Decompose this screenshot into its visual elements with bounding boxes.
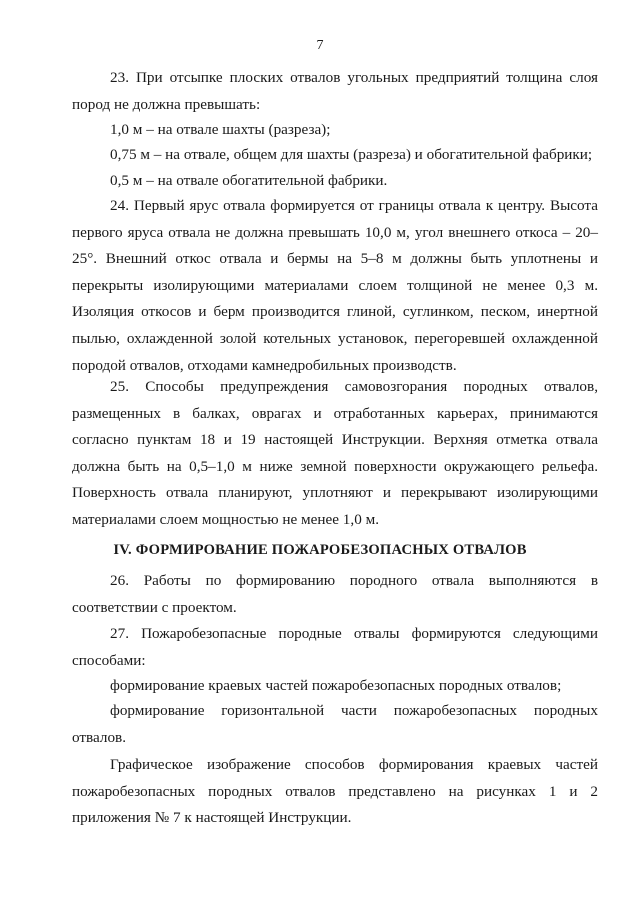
list-item: 0,75 м – на отвале, общем для шахты (разреза) и обогатительной фабрики; — [110, 146, 593, 163]
paragraph-24: 24. Первый ярус отвала формируется от границы отвала к центру. Высота первого яруса отвала не должна превышать 10,0 м, угол внешнего откоса – 20–25°. Внешний откос отвала и бермы на 5–8 м должны быть уплотнены и перекрыты изолирующими материалами слоем толщиной не менее 0,3 м. Изоляция откосов и берм производится глиной, суглинком, песком, инертной пылью, охлажденной золой котельных установок, перегоревшей охлажденной породой отвалов, отходами камнедробильных производств. — [72, 197, 598, 374]
paragraph-27: 27. Пожаробезопасные породные отвалы формируются следующими способами: — [72, 625, 598, 669]
list-item: 1,0 м – на отвале шахты (разреза); — [110, 121, 331, 138]
list-item: формирование горизонтальной части пожаробезопасных породных отвалов. — [72, 702, 598, 746]
list-item: 0,5 м – на отвале обогатительной фабрики. — [110, 172, 388, 189]
page-number: 7 — [316, 38, 324, 53]
list-item: формирование краевых частей пожаробезопасных породных отвалов; — [110, 677, 562, 694]
section-heading: IV. ФОРМИРОВАНИЕ ПОЖАРОБЕЗОПАСНЫХ ОТВАЛОВ — [113, 542, 527, 558]
paragraph-23: 23. При отсыпке плоских отвалов угольных предприятий толщина слоя пород не должна превышать: — [72, 69, 598, 113]
paragraph-25: 25. Способы предупреждения самовозгорания породных отвалов, размещенных в балках, оврагах и отработанных карьерах, принимаются согласно пунктам 18 и 19 настоящей Инструкции. Верхняя отметка отвала должна быть на 0,5–1,0 м ниже земной поверхности окружающего рельефа. Поверхность отвала планируют, уплотняют и перекрывают изолирующими материалами слоем мощностью не менее 1,0 м. — [72, 378, 598, 528]
paragraph-26: 26. Работы по формированию породного отвала выполняются в соответствии с проектом. — [72, 572, 598, 616]
paragraph-graphic-reference: Графическое изображение способов формирования краевых частей пожаробезопасных породных отвалов представлено на рисунках 1 и 2 приложения № 7 к настоящей Инструкции. — [72, 756, 598, 827]
